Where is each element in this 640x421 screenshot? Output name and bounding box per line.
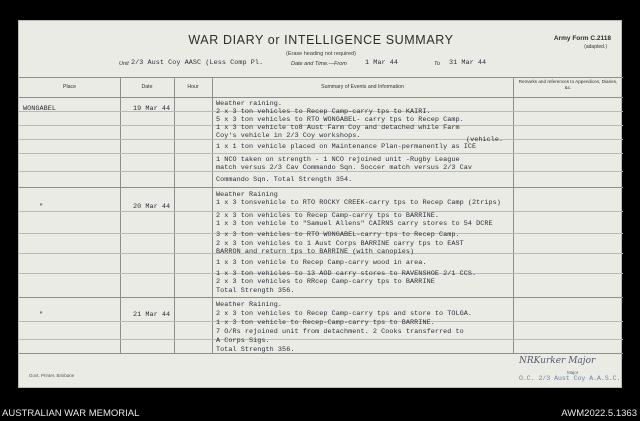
date-from: 1 Mar 44 — [365, 59, 399, 67]
form-sub: (adapted.) — [584, 44, 607, 50]
entry-line: 1 x 3 ton vehicle to Recep-Camp-carry tps to BARRINE. — [216, 319, 435, 327]
row-rule-b — [19, 297, 623, 298]
col-header-remarks: Remarks and references to Appendices, Diaries, &c. — [518, 79, 618, 90]
date-to: 31 Mar 44 — [449, 59, 487, 67]
entry-line: Weather Raining. — [216, 301, 283, 309]
entry-line: BARRON and return tps to BARRINE (with canopies) — [216, 248, 415, 256]
entry-line: 3 x 3 ton vehicles to RTO WONGABEL-carry tps to Recep Camp. — [216, 231, 460, 239]
table-bottom-rule — [19, 353, 623, 354]
entry-line: A Corps Sigs. — [216, 337, 270, 345]
entry-line: Total Strength 356. — [216, 346, 295, 354]
entry-margin-note: (vehicle. — [466, 136, 504, 144]
entry-line: Total Strength 356. — [216, 287, 295, 295]
footer-archive-name: AUSTRALIAN WAR MEMORIAL — [2, 408, 140, 419]
col-header-date: Date — [141, 84, 153, 90]
page-title: WAR DIARY or INTELLIGENCE SUMMARY — [188, 33, 454, 47]
header-rule — [19, 97, 623, 98]
col-header-place: Place — [63, 84, 76, 90]
entry-line: Weather Raining — [216, 191, 278, 199]
entry-line: 7 O/Rs rejoined unit from detachment. 2 Cooks transferred to — [216, 328, 464, 336]
entry-date: 20 Mar 44 — [133, 203, 171, 211]
entry-place: " — [39, 203, 44, 211]
col-header-summary: Summary of Events and Information — [321, 84, 404, 90]
col-rule-1 — [120, 77, 121, 353]
col-rule-4 — [513, 77, 514, 353]
entry-line: 2 x 3 ton vehicles to Recep Camp-carry tps and store to TOLGA. — [216, 310, 472, 318]
entry-line: 1 NCO taken on strength - 1 NCO rejoined unit -Rugby League — [216, 156, 460, 164]
col-rule-2 — [174, 77, 175, 353]
entry-line: 1 x 3 ton vehicle to8 Aust Farm Coy and detached while Farm — [216, 124, 460, 132]
row-rule-a — [19, 187, 623, 188]
entry-line: 2 x 3 ton vehicles to Recep Camp-carry tps to KAIRI. — [216, 108, 431, 116]
entry-line: Commando Sqn. Total Strength 354. — [216, 176, 353, 184]
entry-line: 5 x 3 ton vehicles to RTO WONGABEL- carry tps to Recep Camp. — [216, 116, 464, 124]
unit-value: 2/3 Aust Coy AASC (Less Comp Pl. — [131, 59, 264, 67]
entry-date: 19 Mar 44 — [133, 105, 171, 113]
col-rule-3 — [212, 77, 213, 353]
entry-line: 1 x 3 ton vehicles to 13 AOD carry stores to RAVENSHOE 2/1 CCS. — [216, 270, 477, 278]
form-id: Army Form C.2118 — [553, 35, 611, 42]
stamp-title: Major — [567, 370, 579, 375]
entry-place: WONGABEL — [23, 105, 57, 113]
table-top-rule — [19, 77, 623, 78]
entry-line: 1 x 3 tonsvehicle to RTO ROCKY CREEK-carry tps to Recep Camp (2trips) — [216, 199, 501, 207]
entry-line: Coy's vehicle in 2/3 Coy workshops. — [216, 132, 361, 140]
diary-sheet — [18, 20, 622, 388]
entry-place: " — [39, 311, 44, 319]
date-label: Date and Time.—From — [291, 61, 347, 67]
page-subtitle: (Erase heading not required) — [285, 51, 356, 57]
entry-date: 21 Mar 44 — [133, 311, 171, 319]
unit-label: Unit — [119, 61, 129, 67]
printer-note: Govt. Printer, Brisbane — [29, 373, 75, 378]
to-label: To — [434, 61, 440, 67]
entry-line: 2 x 3 ton vehicles to Recep Camp-carry tps to BARRINE. — [216, 212, 439, 220]
col-header-hour: Hour — [187, 84, 199, 90]
signature: NRKurker Major — [519, 356, 596, 366]
footer-accession-number: AWM2022.5.1363 — [561, 408, 637, 419]
entry-line: 1 x 1 ton vehicle placed on Maintenance Plan-permanently as ICE — [216, 143, 477, 151]
unit-stamp: O.C. 2/3 Aust Coy A.A.S.C. — [519, 375, 621, 382]
entry-line: match versus 2/3 Cav Commando Sqn. Soccer match versus 2/3 Cav — [216, 164, 472, 172]
entry-line: 2 x 3 ton vehicles to 1 Aust Corps BARRINE carry tps to EAST — [216, 240, 464, 248]
entry-line: 1 x 3 ton vehicle to Recep Camp-carry wood in area. — [216, 259, 427, 267]
entry-line: 2 x 3 ton vehicles to RRcep Camp-carry tps to BARRINE — [216, 278, 435, 286]
entry-line: 1 x 3 ton vehicle to "Samuel Allens" CAIRNS carry stores to 54 DCRE — [216, 220, 493, 228]
entry-line: Weather raining. — [216, 100, 283, 108]
